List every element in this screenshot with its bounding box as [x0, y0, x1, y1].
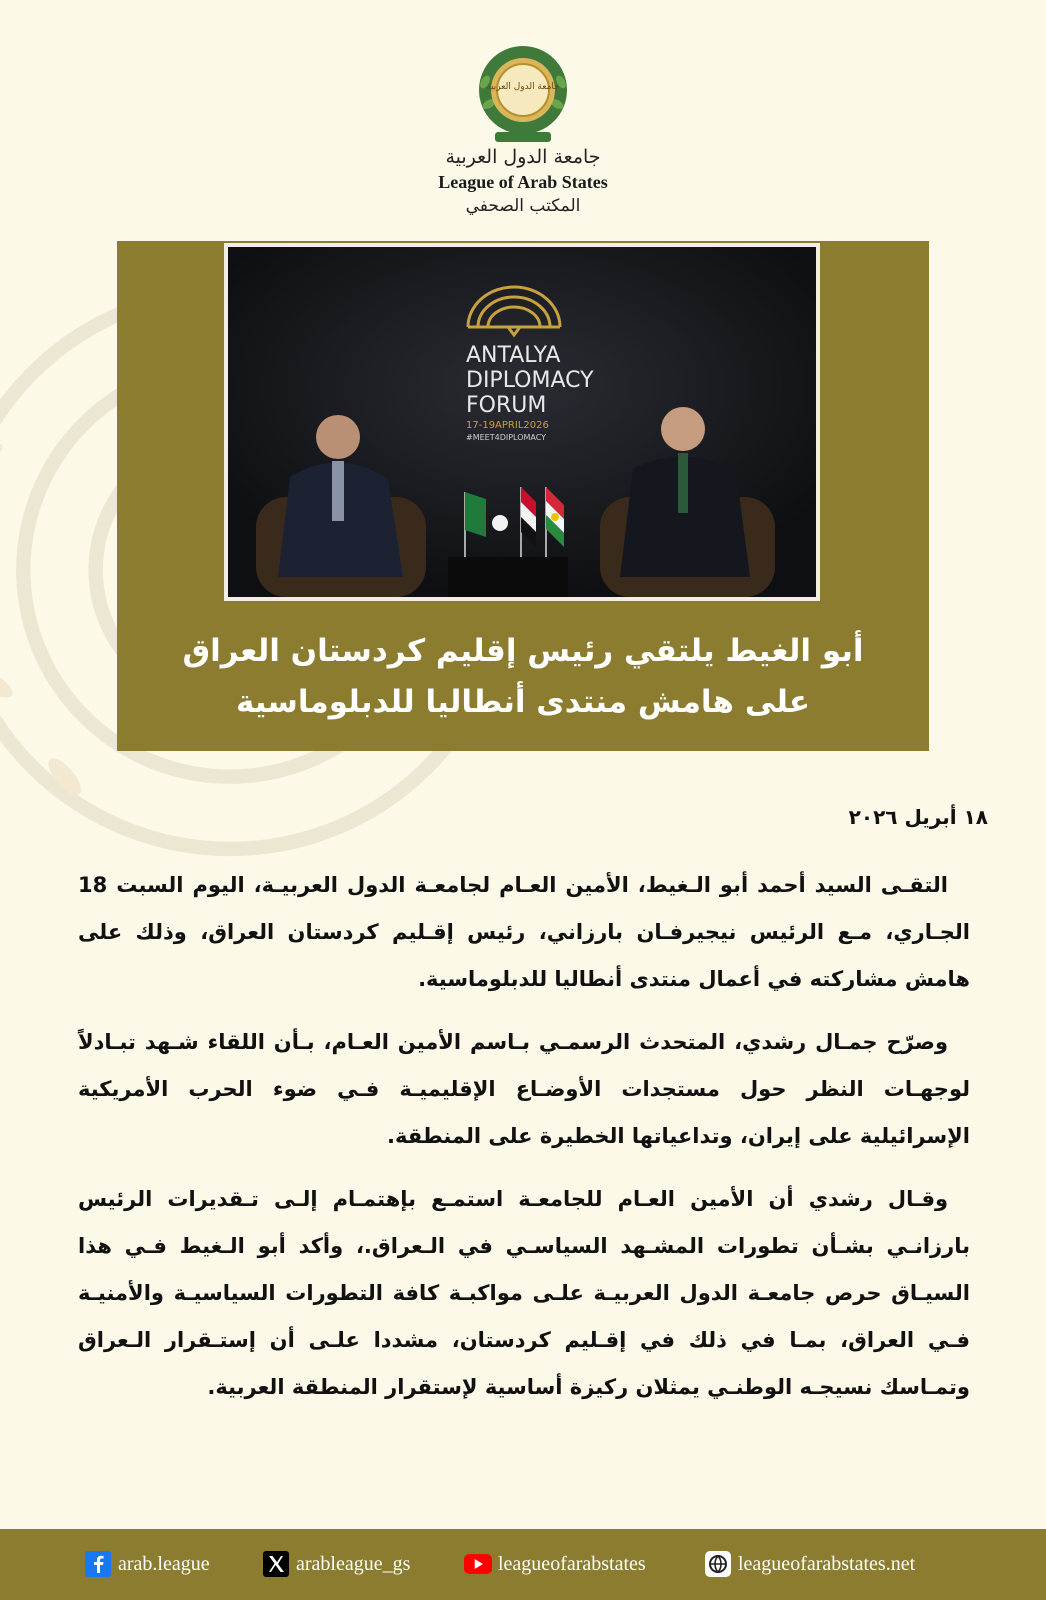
press-office-label: المكتب الصحفي [465, 196, 581, 216]
backdrop-dates: 17-19APRIL2026 [466, 420, 549, 431]
website-url: leagueofarabstates.net [738, 1552, 916, 1575]
org-name-english: League of Arab States [438, 172, 608, 192]
backdrop-hashtag: #MEET4DIPLOMACY [466, 433, 547, 442]
article-date: ١٨ أبريل ٢٠٢٦ [848, 805, 988, 829]
youtube-handle: leagueofarabstates [498, 1552, 646, 1575]
facebook-link[interactable] [84, 1547, 210, 1581]
x-icon [262, 1550, 290, 1578]
backdrop-forum: FORUM [466, 393, 547, 418]
facebook-icon [84, 1550, 112, 1578]
paragraph-1: التقـى السيد أحمد أبو الـغيط، الأمين العـام لجامعـة الدول العربيـة، اليوم السبت 18 الجـاري، مـع الرئيس نيجيرفـان بارزاني، رئيس إقـليم كردستان العراق، وذلك على هامش مشاركته في أعمال منتدى أنطاليا للدبلوماسية. [78, 873, 970, 991]
paragraph-2: وصرّح جمـال رشدي، المتحدث الرسمـي بـاسم الأمين العـام، بـأن اللقاء شـهد تبـادلاً لوجهـات النظر حول مستجدات الأوضـاع الإقليميـة فـي ضوء الحرب الأمريكية الإسرائيلية على إيران، وتداعياتها الخطيرة على المنطقة. [78, 1030, 970, 1148]
globe-icon [704, 1550, 732, 1578]
website-link[interactable] [704, 1547, 915, 1581]
backdrop-antalya: ANTALYA [466, 343, 561, 368]
x-handle: arableague_gs [296, 1552, 411, 1575]
headline [117, 626, 929, 728]
headline-line-2: على هامش منتدى أنطاليا للدبلوماسية [235, 684, 811, 720]
youtube-link[interactable] [464, 1547, 646, 1581]
backdrop-diplomacy: DIPLOMACY [466, 368, 594, 393]
headline-line-1: أبو الغيط يلتقي رئيس إقليم كردستان العراق [182, 633, 864, 669]
arab-league-emblem [475, 42, 571, 146]
article-body [78, 862, 970, 1427]
org-name-arabic: جامعة الدول العربية [445, 146, 601, 168]
paragraph-3: وقـال رشدي أن الأمين العـام للجامعـة استمـع بإهتمـام إلـى تـقديرات الرئيس بارزانـي بشـأن تطورات المشـهد السياسـي في الـعراق.، وأكد أبو الـغيط فـي هذا السيـاق حرص جامعـة الدول العربيـة علـى مواكبـة كافة التطورات السياسيـة والأمنيـة فـي العراق، بمـا في ذلك في إقـليم كردستان، مشددا علـى أن إستـقرار الـعراق وتمـاسك نسيجـه الوطنـي يمثلان ركيزة أساسية لإستقرار المنطقة العربية. [78, 1187, 970, 1399]
facebook-handle: arab.league [118, 1552, 210, 1575]
youtube-icon [464, 1550, 492, 1578]
meeting-photo [224, 243, 820, 601]
emblem-text: جامعة الدول العربية [486, 82, 560, 92]
x-link[interactable] [262, 1547, 410, 1581]
